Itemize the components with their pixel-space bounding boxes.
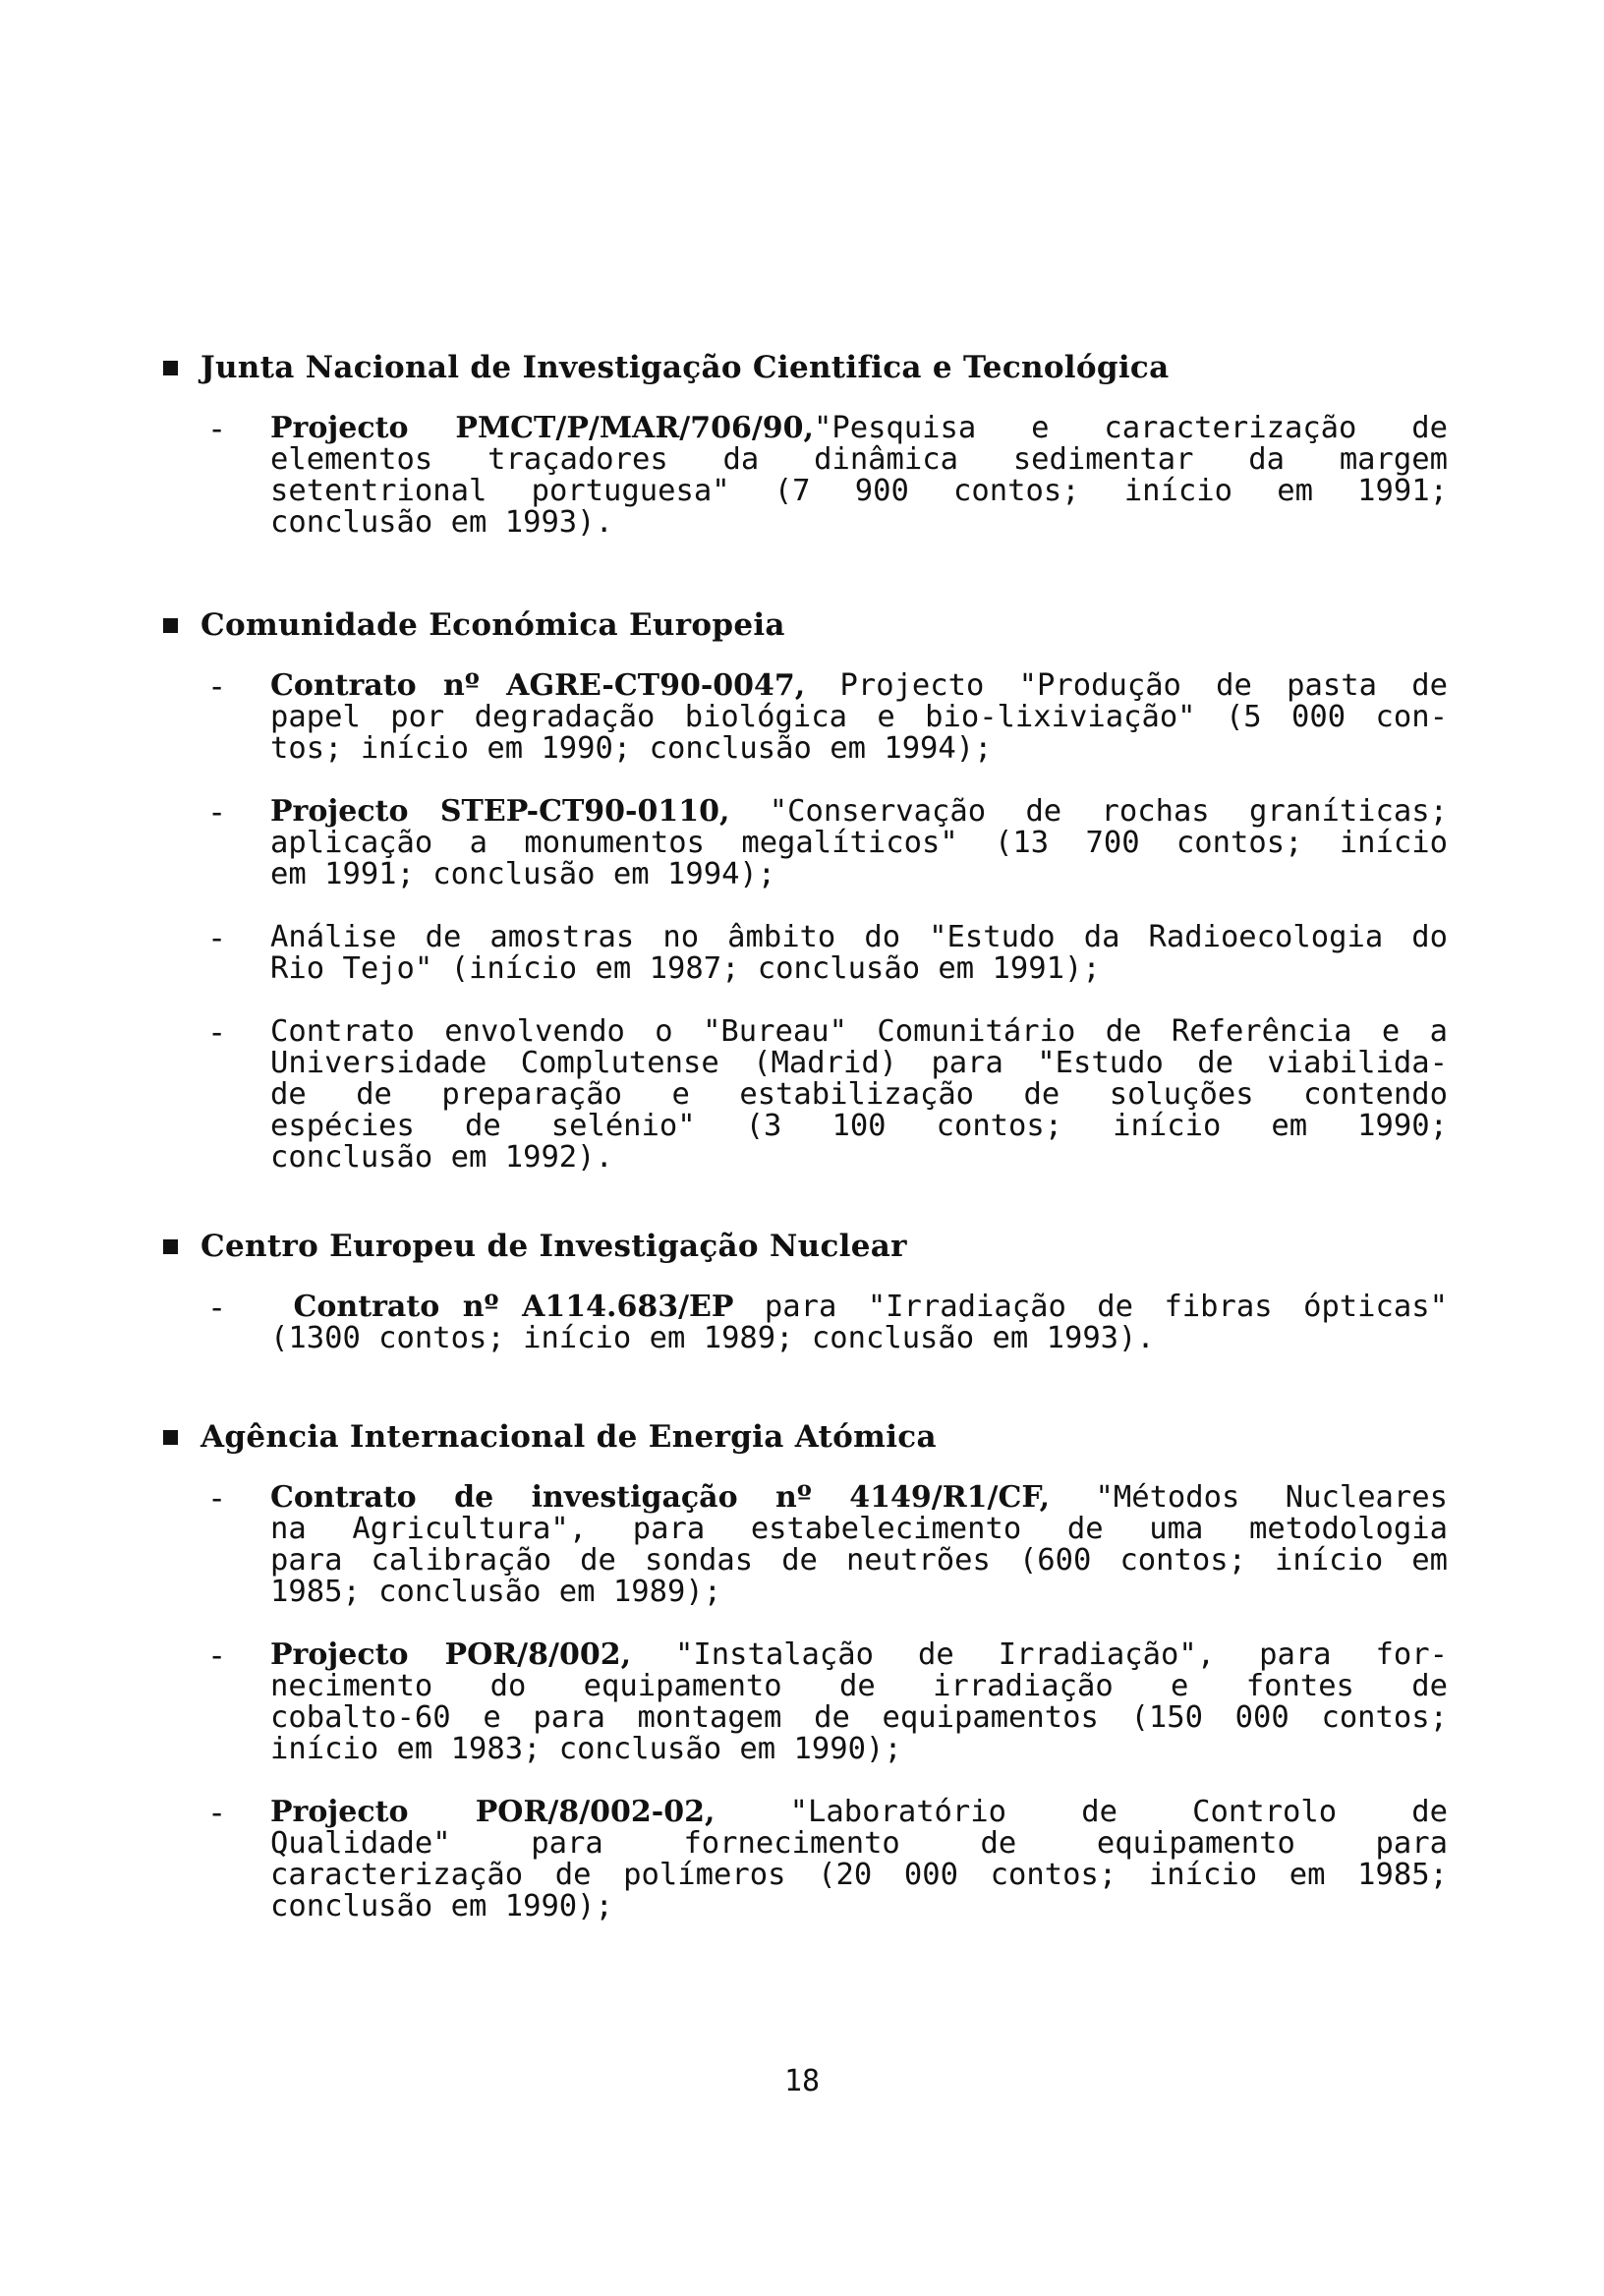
text-segment: caracterização de polímeros (20 000 contos; início em 1985; bbox=[270, 1858, 1448, 1892]
section-header bbox=[163, 1229, 907, 1264]
text-line bbox=[270, 1797, 1448, 1828]
section-title: Comunidade Económica Europeia bbox=[200, 607, 785, 643]
text-segment: de de preparação e estabilização de soluções contendo bbox=[270, 1077, 1448, 1112]
list-item bbox=[207, 410, 1448, 540]
text-line bbox=[270, 1016, 1448, 1048]
bold-reference: Projecto PMCT/P/MAR/706/90, bbox=[270, 411, 814, 445]
text-line bbox=[270, 444, 1448, 476]
text-segment: conclusão em 1990); bbox=[270, 1889, 613, 1923]
dash-marker: - bbox=[207, 410, 227, 447]
text-segment: Projecto "Produção de pasta de bbox=[805, 668, 1448, 703]
text-line bbox=[270, 1639, 1448, 1671]
text-line bbox=[270, 702, 1448, 733]
text-segment: para "Irradiação de fibras ópticas" bbox=[733, 1290, 1448, 1324]
bold-reference: Projecto POR/8/002, bbox=[270, 1637, 632, 1672]
text-segment: necimento do equipamento de irradiação e fontes de bbox=[270, 1669, 1448, 1703]
section-title: Junta Nacional de Investigação Cientifica e Tecnológica bbox=[200, 350, 1170, 385]
section-header bbox=[163, 350, 1169, 385]
square-bullet-icon bbox=[163, 618, 178, 633]
list-item bbox=[207, 1479, 1449, 1609]
section-title: Centro Europeu de Investigação Nuclear bbox=[200, 1229, 907, 1264]
text-segment: início em 1983; conclusão em 1990); bbox=[270, 1732, 902, 1766]
dash-marker: - bbox=[207, 919, 227, 956]
dash-marker: - bbox=[207, 667, 227, 705]
text-segment: Contrato envolvendo o "Bureau" Comunitário de Referência e a bbox=[270, 1014, 1448, 1049]
square-bullet-icon bbox=[163, 1430, 178, 1445]
section-header bbox=[163, 1419, 937, 1455]
text-line bbox=[270, 796, 1448, 828]
list-item bbox=[207, 1794, 1449, 1923]
text-line bbox=[270, 1577, 1448, 1608]
text-line bbox=[270, 1545, 1448, 1577]
text-segment: conclusão em 1993). bbox=[270, 505, 613, 540]
text-segment: espécies de selénio" (3 100 contos; início em 1990; bbox=[270, 1109, 1448, 1143]
list-item bbox=[207, 793, 1448, 891]
text-segment: tos; início em 1990; conclusão em 1994); bbox=[270, 731, 993, 766]
square-bullet-icon bbox=[163, 1239, 178, 1254]
text-line bbox=[270, 1891, 1448, 1923]
bold-reference: Contrato nº A114.683/EP bbox=[270, 1290, 734, 1324]
text-line bbox=[270, 733, 1448, 765]
text-line bbox=[270, 1142, 1448, 1174]
list-item bbox=[207, 919, 1448, 986]
text-line bbox=[270, 859, 1448, 890]
text-line bbox=[270, 828, 1448, 859]
list-item bbox=[207, 667, 1448, 766]
list-item bbox=[207, 1289, 1448, 1355]
text-segment: papel por degradação biológica e bio-lixiviação" (5 000 con- bbox=[270, 700, 1448, 734]
text-segment: 1985; conclusão em 1989); bbox=[270, 1575, 722, 1609]
section-title: Agência Internacional de Energia Atómica bbox=[200, 1419, 937, 1455]
text-line bbox=[270, 1828, 1448, 1860]
text-segment: Rio Tejo" (início em 1987; conclusão em 1991); bbox=[270, 951, 1101, 986]
text-segment: Universidade Complutense (Madrid) para "Estudo de viabilida- bbox=[270, 1046, 1448, 1080]
bold-reference: Projecto STEP-CT90-0110, bbox=[270, 794, 730, 829]
dash-marker: - bbox=[207, 1289, 227, 1326]
text-segment: setentrional portuguesa" (7 900 contos; início em 1991; bbox=[270, 474, 1448, 508]
text-line bbox=[270, 1514, 1448, 1545]
text-line bbox=[270, 1702, 1448, 1734]
text-segment: "Métodos Nucleares bbox=[1050, 1480, 1449, 1515]
text-segment: aplicação a monumentos megalíticos" (13 700 contos; início bbox=[270, 826, 1448, 860]
text-segment: na Agricultura", para estabelecimento de uma metodologia bbox=[270, 1512, 1448, 1546]
bold-reference: Contrato de investigação nº 4149/R1/CF, bbox=[270, 1480, 1051, 1515]
text-line bbox=[270, 1482, 1448, 1514]
text-segment: para calibração de sondas de neutrões (600 contos; início em bbox=[270, 1543, 1448, 1578]
square-bullet-icon bbox=[163, 361, 178, 375]
bold-reference: Contrato nº AGRE-CT90-0047, bbox=[270, 668, 806, 703]
dash-marker: - bbox=[207, 1013, 227, 1051]
text-segment: cobalto-60 e para montagem de equipamentos (150 000 contos; bbox=[270, 1700, 1448, 1735]
text-segment: Análise de amostras no âmbito do "Estudo da Radioecologia do bbox=[270, 920, 1448, 954]
text-segment: "Laboratório de Controlo de bbox=[715, 1795, 1449, 1829]
dash-marker: - bbox=[207, 1636, 227, 1674]
text-segment: conclusão em 1992). bbox=[270, 1140, 613, 1175]
text-line bbox=[270, 1671, 1448, 1702]
dash-marker: - bbox=[207, 1794, 227, 1831]
dash-marker: - bbox=[207, 793, 227, 831]
text-line bbox=[270, 507, 1448, 539]
text-line bbox=[270, 1079, 1448, 1111]
section-header bbox=[163, 607, 785, 643]
text-line bbox=[270, 413, 1448, 444]
text-segment: "Instalação de Irradiação", para for- bbox=[631, 1637, 1448, 1672]
text-line bbox=[270, 1323, 1448, 1354]
text-segment: Qualidade" para fornecimento de equipamento para bbox=[270, 1826, 1448, 1861]
page-number: 18 bbox=[783, 2064, 821, 2098]
text-segment: elementos traçadores da dinâmica sedimentar da margem bbox=[270, 442, 1448, 477]
text-segment: "Conservação de rochas graníticas; bbox=[729, 794, 1448, 829]
bold-reference: Projecto POR/8/002-02, bbox=[270, 1795, 716, 1829]
text-line bbox=[270, 476, 1448, 507]
text-line bbox=[270, 1048, 1448, 1079]
text-segment: (1300 contos; início em 1989; conclusão em 1993). bbox=[270, 1321, 1155, 1355]
text-line bbox=[270, 1292, 1448, 1323]
text-segment: em 1991; conclusão em 1994); bbox=[270, 857, 776, 891]
text-line bbox=[270, 1111, 1448, 1142]
text-line bbox=[270, 953, 1448, 985]
text-line bbox=[270, 922, 1448, 953]
list-item bbox=[207, 1013, 1448, 1175]
text-segment: "Pesquisa e caracterização de bbox=[813, 411, 1448, 445]
text-line bbox=[270, 1734, 1448, 1765]
text-line bbox=[270, 670, 1448, 702]
text-line bbox=[270, 1860, 1448, 1891]
list-item bbox=[207, 1636, 1448, 1766]
dash-marker: - bbox=[207, 1479, 227, 1517]
